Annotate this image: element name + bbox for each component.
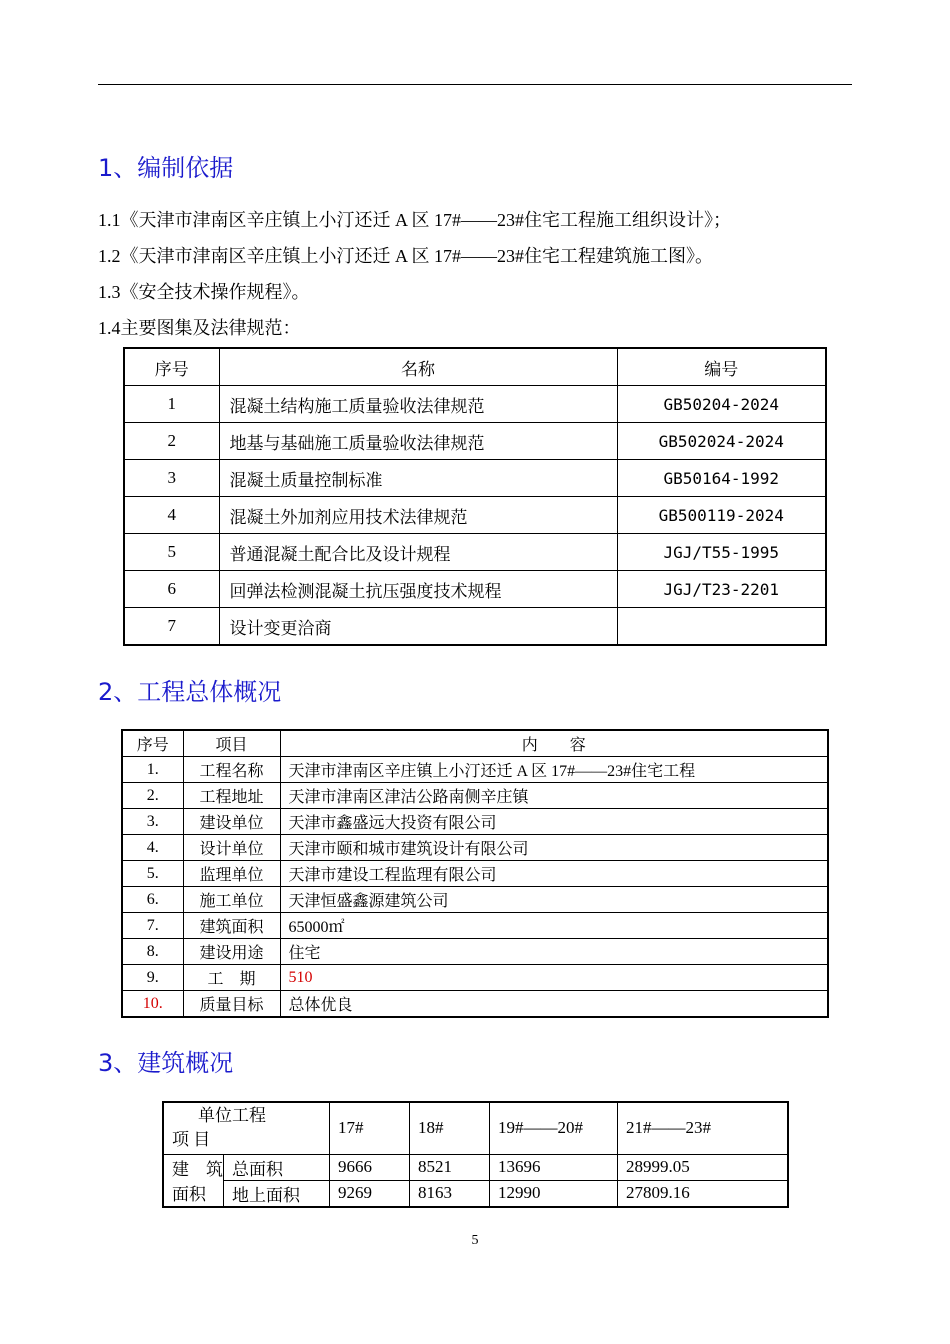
- header-rule: [98, 84, 852, 85]
- row-item: 建设单位: [183, 809, 280, 835]
- table-row: [122, 757, 828, 783]
- column-header: 21#——23#: [618, 1102, 789, 1154]
- table-row: [124, 497, 826, 534]
- row-index: 1.: [122, 757, 183, 783]
- spec-code: GB50164-1992: [617, 460, 826, 497]
- row-index: 3.: [122, 809, 183, 835]
- table-row: [124, 571, 826, 608]
- table-row: [124, 386, 826, 423]
- row-label: 总面积: [224, 1154, 330, 1180]
- table-header-row: [124, 348, 826, 386]
- header-cell: 编号: [617, 348, 826, 386]
- spec-code: GB50204-2024: [617, 386, 826, 423]
- header-cell: 序号: [124, 348, 219, 386]
- specs-table: [123, 347, 827, 646]
- spec-code: [617, 608, 826, 646]
- row-content: 天津市津南区津沽公路南侧辛庄镇: [280, 783, 828, 809]
- table-row: [163, 1154, 788, 1180]
- section-title-basis: 1、编制依据: [98, 154, 234, 182]
- table-row: [124, 423, 826, 460]
- row-content: 住宅: [280, 939, 828, 965]
- row-item: 监理单位: [183, 861, 280, 887]
- table-row: [122, 783, 828, 809]
- basis-item-1: 1.1《天津市津南区辛庄镇上小汀还迁 A 区 17#——23#住宅工程施工组织设计》；: [98, 210, 732, 230]
- header-cell: 项目: [183, 730, 280, 757]
- row-item: 建筑面积: [183, 913, 280, 939]
- row-index: 5.: [122, 861, 183, 887]
- row-index: 6: [124, 571, 219, 608]
- table-row: [122, 939, 828, 965]
- header-cell: 序号: [122, 730, 183, 757]
- header-cell: 名称: [219, 348, 617, 386]
- row-index: 7: [124, 608, 219, 646]
- spec-name: 混凝土外加剂应用技术法律规范: [219, 497, 617, 534]
- area-value: 13696: [490, 1154, 618, 1180]
- spec-code: JGJ/T55-1995: [617, 534, 826, 571]
- table-row: [122, 887, 828, 913]
- section-title-building: 3、建筑概况: [98, 1049, 234, 1077]
- row-item: 质量目标: [183, 991, 280, 1018]
- row-index: 4: [124, 497, 219, 534]
- area-value: 8521: [410, 1154, 490, 1180]
- row-index: 10.: [122, 991, 183, 1018]
- group-label: 面积: [163, 1180, 224, 1207]
- spec-name: 回弹法检测混凝土抗压强度技术规程: [219, 571, 617, 608]
- column-header: 19#——20#: [490, 1102, 618, 1154]
- area-value: 8163: [410, 1180, 490, 1207]
- table-header-row: [163, 1102, 788, 1154]
- corner-bottom-label: 项 目: [172, 1130, 211, 1150]
- row-index: 8.: [122, 939, 183, 965]
- row-content: 510: [280, 965, 828, 991]
- corner-header-cell: [163, 1102, 330, 1154]
- section-title-overview: 2、工程总体概况: [98, 678, 282, 706]
- row-index: 2: [124, 423, 219, 460]
- spec-name: 地基与基础施工质量验收法律规范: [219, 423, 617, 460]
- row-item: 工程名称: [183, 757, 280, 783]
- basis-item-3: 1.3《安全技术操作规程》。: [98, 282, 310, 302]
- row-index: 9.: [122, 965, 183, 991]
- row-label: 地上面积: [224, 1180, 330, 1207]
- row-content: 天津市津南区辛庄镇上小汀还迁 A 区 17#——23#住宅工程: [280, 757, 828, 783]
- row-index: 6.: [122, 887, 183, 913]
- row-content: 天津恒盛鑫源建筑公司: [280, 887, 828, 913]
- row-content: 天津市鑫盛远大投资有限公司: [280, 809, 828, 835]
- area-value: 27809.16: [618, 1180, 789, 1207]
- table-row: [122, 991, 828, 1018]
- row-item: 工 期: [183, 965, 280, 991]
- table-row: [122, 913, 828, 939]
- table-row: [124, 608, 826, 646]
- overview-table: [121, 729, 829, 1018]
- row-index: 5: [124, 534, 219, 571]
- corner-top-label: 单位工程: [198, 1106, 266, 1126]
- row-item: 工程地址: [183, 783, 280, 809]
- row-index: 7.: [122, 913, 183, 939]
- spec-name: 普通混凝土配合比及设计规程: [219, 534, 617, 571]
- table-header-row: [122, 730, 828, 757]
- basis-item-4: 1.4主要图集及法律规范：: [98, 318, 301, 338]
- spec-name: 混凝土质量控制标准: [219, 460, 617, 497]
- spec-name: 混凝土结构施工质量验收法律规范: [219, 386, 617, 423]
- row-index: 2.: [122, 783, 183, 809]
- spec-name: 设计变更洽商: [219, 608, 617, 646]
- spec-code: GB502024-2024: [617, 423, 826, 460]
- area-value: 9269: [330, 1180, 410, 1207]
- table-row: [122, 835, 828, 861]
- page-number: 5: [471, 1233, 479, 1248]
- column-header: 18#: [410, 1102, 490, 1154]
- column-header: 17#: [330, 1102, 410, 1154]
- row-item: 建设用途: [183, 939, 280, 965]
- row-content: 天津市建设工程监理有限公司: [280, 861, 828, 887]
- row-content: 65000㎡: [280, 913, 828, 939]
- area-value: 9666: [330, 1154, 410, 1180]
- table-row: [124, 460, 826, 497]
- row-content: 总体优良: [280, 991, 828, 1018]
- table-row: [122, 861, 828, 887]
- row-item: 施工单位: [183, 887, 280, 913]
- table-row: [163, 1180, 788, 1207]
- group-label: 建 筑: [163, 1154, 224, 1180]
- spec-code: GB500119-2024: [617, 497, 826, 534]
- table-row: [122, 965, 828, 991]
- basis-item-2: 1.2《天津市津南区辛庄镇上小汀还迁 A 区 17#——23#住宅工程建筑施工图》。: [98, 246, 714, 266]
- row-item: 设计单位: [183, 835, 280, 861]
- header-cell: 内 容: [280, 730, 828, 757]
- table-row: [122, 809, 828, 835]
- table-row: [124, 534, 826, 571]
- row-content: 天津市颐和城市建筑设计有限公司: [280, 835, 828, 861]
- row-index: 1: [124, 386, 219, 423]
- area-value: 28999.05: [618, 1154, 789, 1180]
- row-index: 4.: [122, 835, 183, 861]
- row-index: 3: [124, 460, 219, 497]
- area-value: 12990: [490, 1180, 618, 1207]
- building-area-table: [162, 1101, 789, 1208]
- spec-code: JGJ/T23-2201: [617, 571, 826, 608]
